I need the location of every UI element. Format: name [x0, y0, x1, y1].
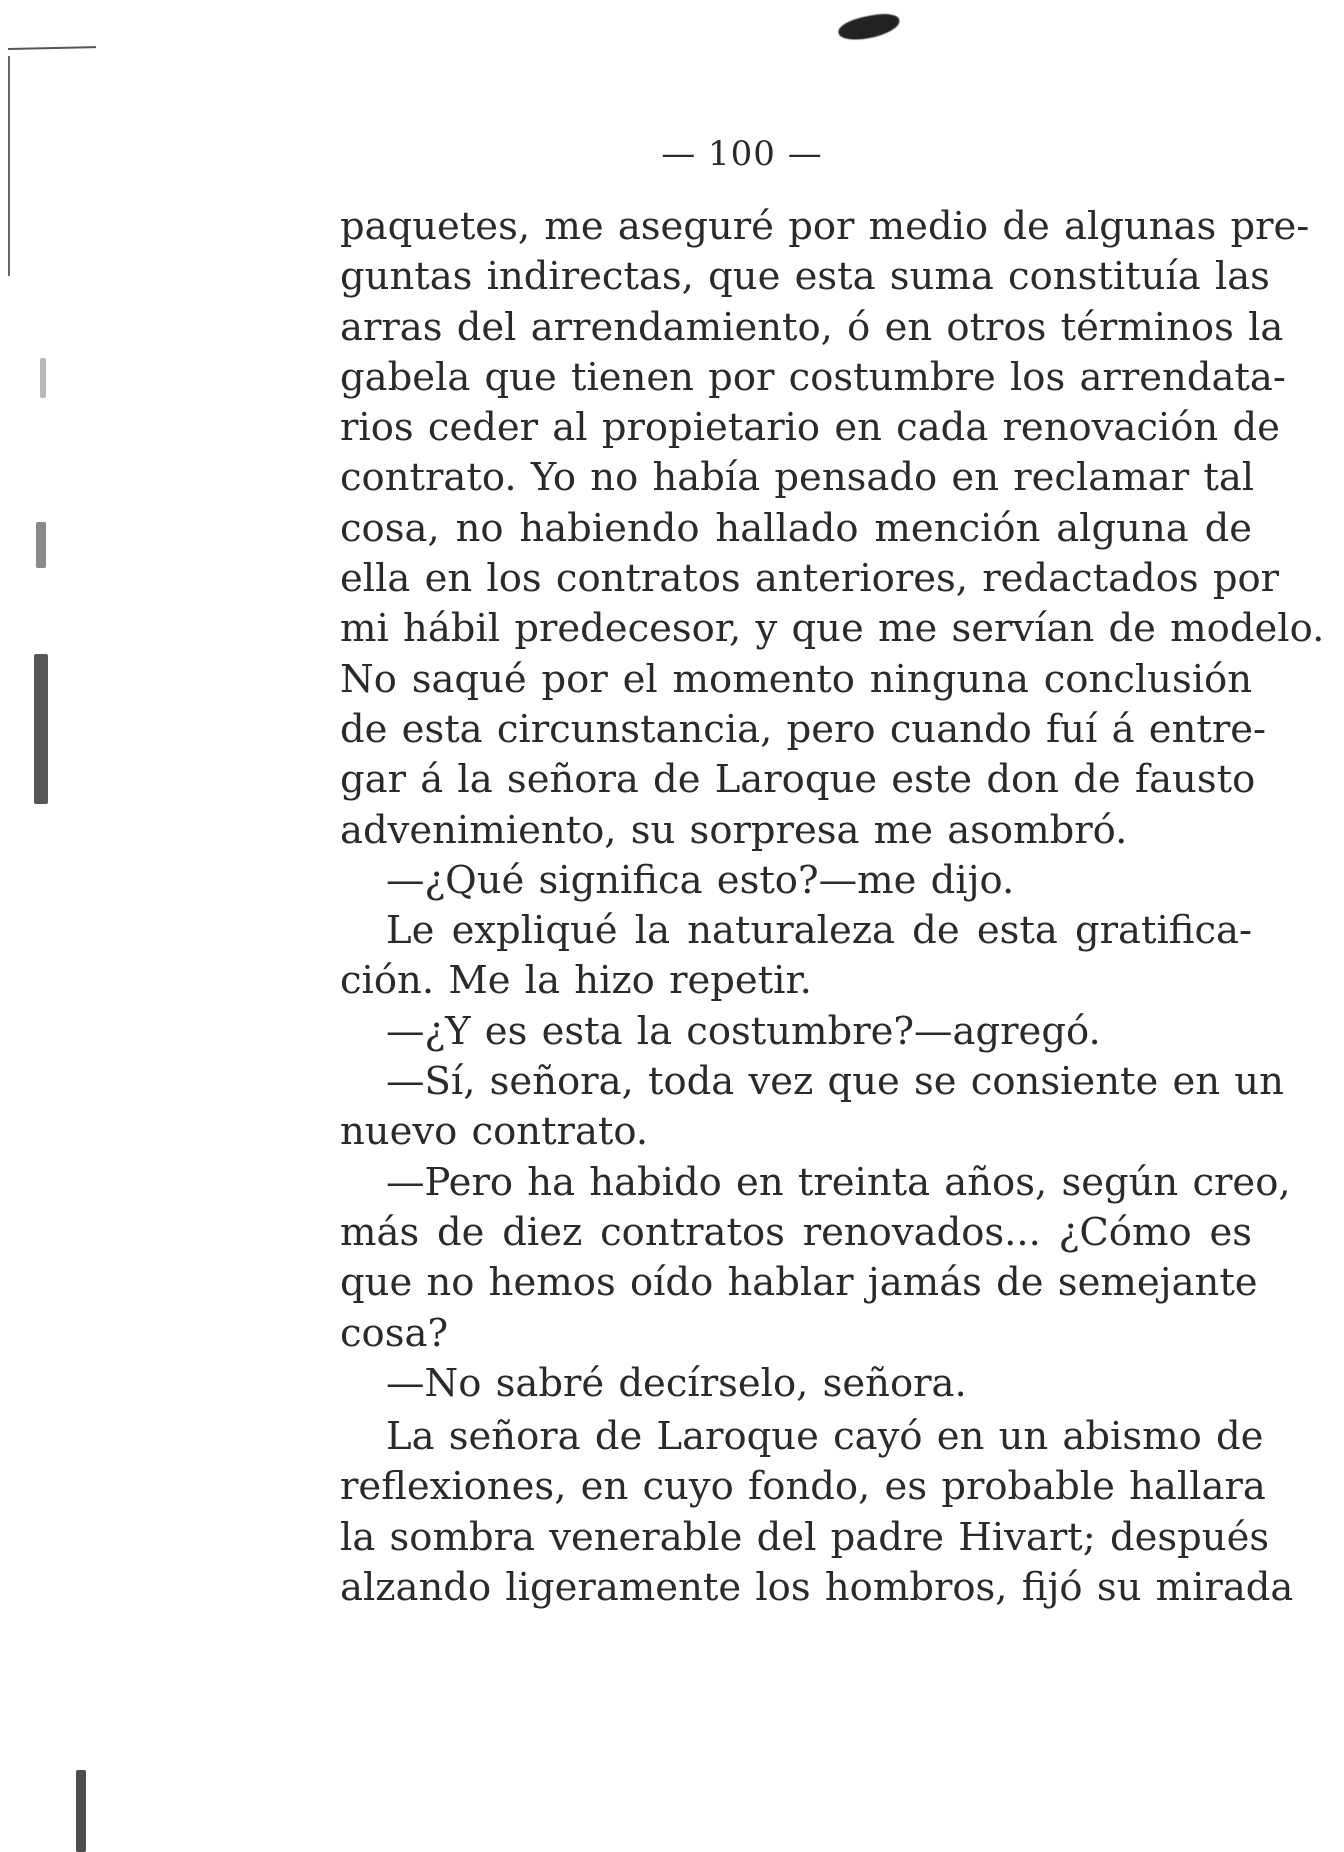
text-line: cosa? — [340, 1310, 449, 1356]
text-line: de esta circunstancia, pero cuando fuí á entre- — [340, 706, 1267, 752]
text-line: ción. Me la hizo repetir. — [340, 958, 812, 1004]
text-line: gar á la señora de Laroque este don de fausto — [340, 757, 1256, 803]
text-line: guntas indirectas, que esta suma constituía las — [340, 254, 1270, 300]
text-line: gabela que tienen por costumbre los arrendata- — [340, 354, 1286, 400]
page-number: — 100 — — [661, 134, 823, 174]
body-text — [340, 202, 1325, 1613]
text-line: contrato. Yo no había pensado en reclamar tal — [340, 455, 1255, 501]
text-line: reflexiones, en cuyo fondo, es probable hallara — [340, 1464, 1266, 1510]
text-line: arras del arrendamiento, ó en otros términos la — [340, 304, 1284, 350]
text-line: mi hábil predecesor, y que me servían de modelo. — [340, 606, 1325, 652]
ink-blot — [837, 11, 902, 43]
text-line: nuevo contrato. — [340, 1109, 649, 1155]
text-line: ella en los contratos anteriores, redactados por — [340, 556, 1280, 602]
scan-edge-line — [8, 46, 96, 50]
scan-smudge — [34, 654, 48, 804]
text-line: —¿Y es esta la costumbre?—agregó. — [386, 1008, 1101, 1054]
text-line: La señora de Laroque cayó en un abismo de — [386, 1414, 1264, 1460]
text-line: —No sabré decírselo, señora. — [386, 1360, 967, 1406]
text-line: —Sí, señora, toda vez que se consiente en un — [386, 1059, 1284, 1105]
text-line: —Pero ha habido en treinta años, según creo, — [386, 1159, 1291, 1205]
text-line: cosa, no habiendo hallado mención alguna de — [340, 505, 1252, 551]
text-line: más de diez contratos renovados... ¿Cómo es — [340, 1209, 1252, 1255]
text-line: la sombra venerable del padre Hivart; después — [340, 1514, 1270, 1560]
text-line: que no hemos oído hablar jamás de semejante — [340, 1260, 1258, 1306]
scan-smudge — [76, 1770, 86, 1852]
scan-smudge — [36, 522, 46, 568]
scan-smudge — [40, 358, 46, 398]
text-line: No saqué por el momento ninguna conclusión — [340, 656, 1252, 702]
text-line: alzando ligeramente los hombros, fijó su mirada — [340, 1565, 1294, 1611]
text-line: advenimiento, su sorpresa me asombró. — [340, 807, 1128, 853]
text-line: —¿Qué significa esto?—me dijo. — [386, 857, 1015, 903]
text-line: paquetes, me aseguré por medio de algunas pre- — [340, 204, 1310, 249]
text-line: Le expliqué la naturaleza de esta gratifica- — [386, 908, 1252, 954]
text-line: rios ceder al propietario en cada renovación de — [340, 405, 1280, 451]
